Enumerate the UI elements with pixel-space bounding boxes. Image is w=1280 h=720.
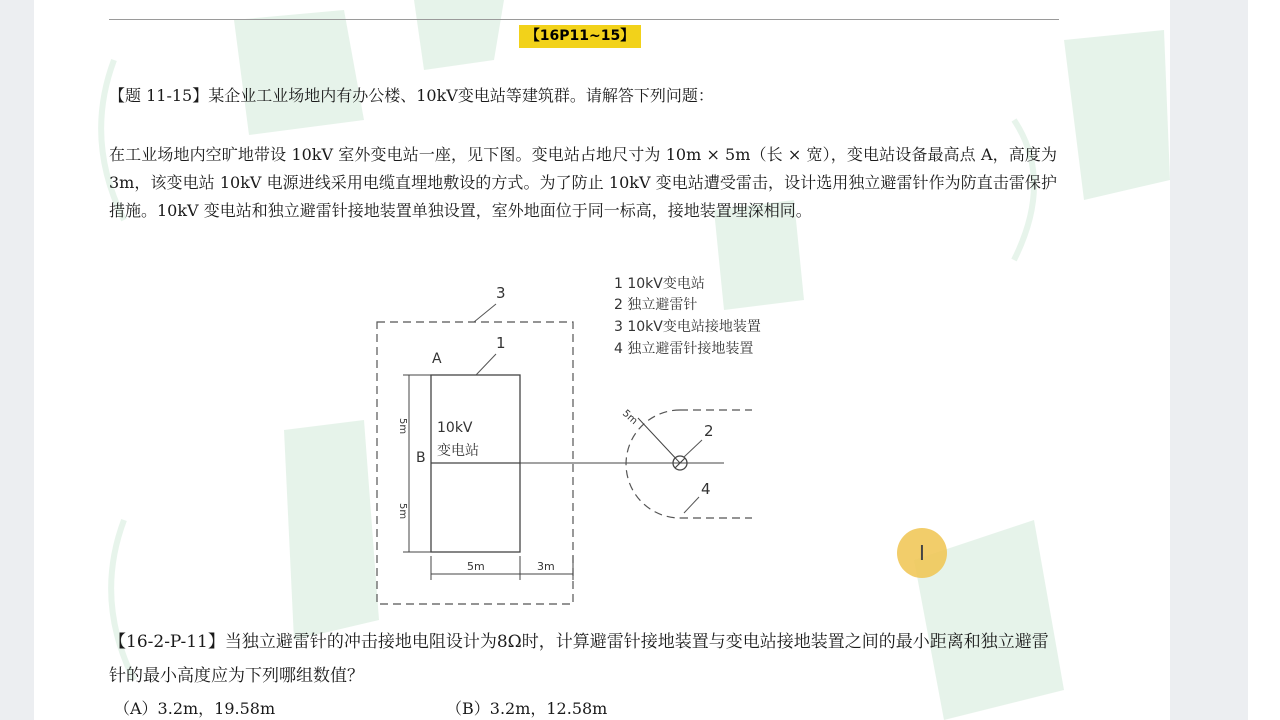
label-3: 3 xyxy=(496,284,506,302)
dim-left-bottom: 5m xyxy=(397,503,408,520)
question-intro: 【题 11-15】某企业工业场地内有办公楼、10kV变电站等建筑群。请解答下列问题： xyxy=(109,86,714,105)
dim-left-top: 5m xyxy=(397,418,408,435)
legend-item-3: 3 10kV变电站接地装置 xyxy=(614,319,761,335)
section-badge: 【16P11~15】 xyxy=(519,25,641,48)
document-page xyxy=(34,0,1170,720)
leader-2 xyxy=(684,440,702,457)
leader-1 xyxy=(476,354,496,375)
option-b[interactable]: （B）3.2m，12.58m xyxy=(446,699,608,718)
rod-grounding-arc xyxy=(626,410,680,518)
diagram-legend xyxy=(614,275,761,357)
radius-line xyxy=(638,418,680,463)
dim-bottom-gap: 3m xyxy=(537,560,555,573)
scrollbar-track[interactable] xyxy=(1248,0,1280,720)
legend-item-4: 4 独立避雷针接地装置 xyxy=(614,341,754,357)
point-a-label: A xyxy=(432,351,442,367)
station-name-line2: 变电站 xyxy=(437,443,479,459)
substation-diagram xyxy=(34,0,1170,720)
legend-item-2: 2 独立避雷针 xyxy=(614,297,698,313)
scenario-text: 在工业场地内空旷地带设 10kV 室外变电站一座，见下图。变电站占地尺寸为 10m × 5m（长 × 宽），变电站设备最高点 A，高度为 3m，该变电站 10kV 电源进线采用电缆直埋地敷设的方式。为了防止 10kV 变电站遭受雷击，设计选用独立避雷针作为防直击雷保护措施。10kV 变电站和独立避雷针接地装置单独设置，室外地面位于同一标高，接地装置埋深相同。 xyxy=(109,145,1057,220)
label-2: 2 xyxy=(704,422,714,440)
leader-4 xyxy=(684,497,699,513)
label-1: 1 xyxy=(496,334,506,352)
label-4: 4 xyxy=(701,480,711,498)
station-name-line1: 10kV xyxy=(437,420,473,436)
point-b-label: B xyxy=(416,450,426,466)
dim-bottom-width: 5m xyxy=(467,560,485,573)
cursor-highlight: I xyxy=(897,528,947,578)
legend-item-1: 1 10kV变电站 xyxy=(614,276,705,292)
subquestion-text: 【16-2-P-11】当独立避雷针的冲击接地电阻设计为8Ω时，计算避雷针接地装置与变电站接地装置之间的最小距离和独立避雷针的最小高度应为下列哪组数值？ xyxy=(109,632,1049,686)
option-a[interactable]: （A）3.2m，19.58m xyxy=(114,699,276,718)
dim-radius: 5m xyxy=(619,408,640,428)
leader-3 xyxy=(474,304,496,322)
